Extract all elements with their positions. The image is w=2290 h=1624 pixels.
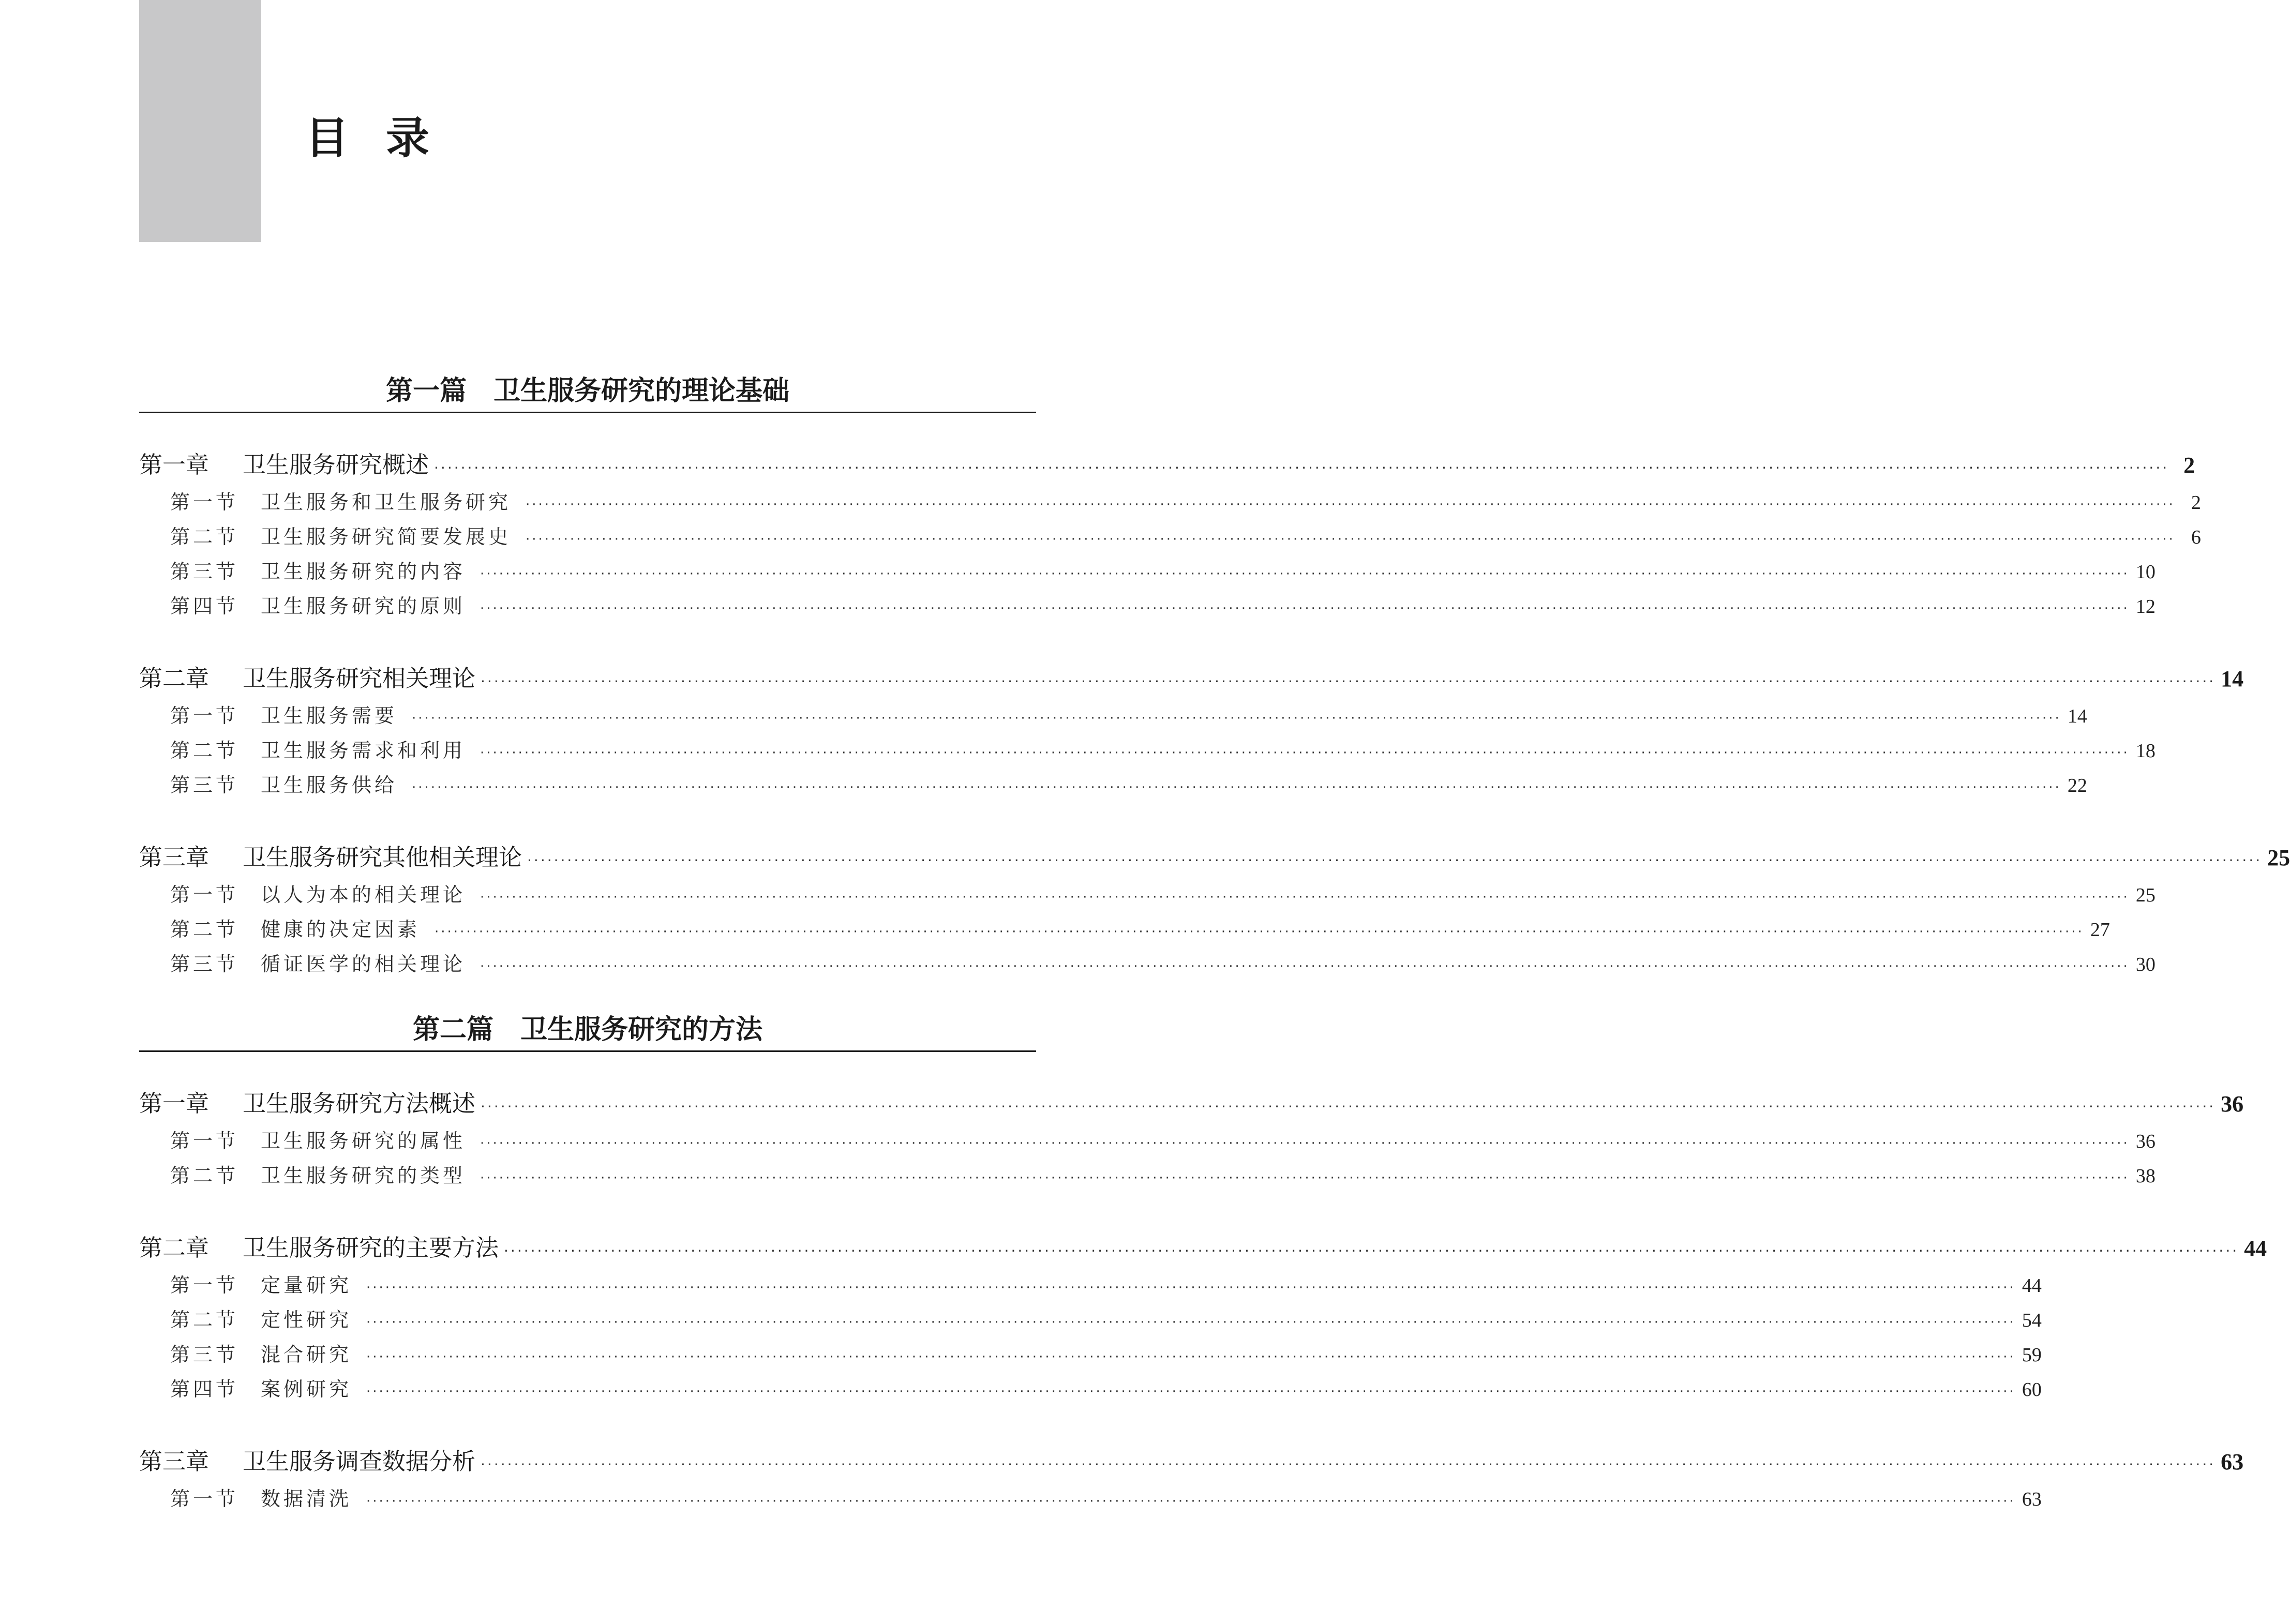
- section-number: 第二节: [170, 1309, 239, 1331]
- chapter-entry[interactable]: [139, 1085, 2244, 1118]
- section-label: [170, 486, 511, 515]
- chapter-label: [139, 838, 522, 872]
- section-title: 卫生服务需要: [261, 704, 398, 727]
- dot-leader: ····································································································································································································································································: [481, 1456, 2216, 1473]
- chapter-title: 卫生服务研究相关理论: [243, 665, 476, 692]
- dot-leader: ····································································································································································································································································: [480, 601, 2130, 616]
- page-number: 12: [2135, 596, 2156, 618]
- dot-leader: ····································································································································································································································································: [526, 497, 2175, 513]
- section-title: 卫生服务研究简要发展史: [261, 525, 512, 548]
- section-number: 第四节: [170, 595, 239, 618]
- section-number: 第四节: [170, 1378, 239, 1401]
- section-label: [170, 555, 466, 584]
- page-number: 63: [2221, 1449, 2244, 1475]
- section-entry[interactable]: [139, 769, 2087, 798]
- section-number: 第一节: [170, 491, 239, 514]
- dot-leader: ····································································································································································································································································: [435, 924, 2084, 940]
- section-number: 第三节: [170, 774, 239, 796]
- section-number: 第一节: [170, 1274, 239, 1297]
- chapter-entry[interactable]: [139, 1229, 2267, 1262]
- section-label: [170, 948, 466, 976]
- section-title: 卫生服务研究的属性: [261, 1130, 466, 1152]
- dot-leader: ····································································································································································································································································: [480, 745, 2130, 761]
- section-label: [170, 879, 466, 907]
- section-number: 第三节: [170, 1343, 239, 1366]
- chapter-label: [139, 1442, 475, 1476]
- section-entry[interactable]: [139, 486, 2201, 515]
- chapter-title: 卫生服务研究概述: [243, 451, 429, 478]
- section-label: [170, 700, 397, 728]
- page-number: 27: [2090, 919, 2110, 941]
- dot-leader: ····································································································································································································································································: [480, 1170, 2130, 1186]
- section-entry[interactable]: [139, 948, 2156, 976]
- section-title: 卫生服务供给: [261, 774, 398, 796]
- chapter-number: 第一章: [139, 1090, 209, 1117]
- chapter-entry[interactable]: [139, 1442, 2244, 1476]
- page-number: 14: [2067, 705, 2087, 727]
- section-number: 第三节: [170, 560, 239, 583]
- chapter-number: 第三章: [139, 1448, 209, 1475]
- dot-leader: ····································································································································································································································································: [480, 1136, 2130, 1151]
- chapter-label: [139, 1229, 499, 1262]
- section-entry[interactable]: [139, 521, 2201, 549]
- section-title: 卫生服务和卫生服务研究: [261, 491, 512, 514]
- dot-leader: ····································································································································································································································································: [366, 1384, 2016, 1400]
- dot-leader: ····································································································································································································································································: [434, 459, 2169, 476]
- section-title: 定量研究: [261, 1274, 352, 1297]
- page-number: 60: [2022, 1379, 2042, 1401]
- chapter-number: 第三章: [139, 844, 209, 871]
- page-number: 63: [2022, 1488, 2042, 1510]
- section-title: 循证医学的相关理论: [261, 953, 466, 975]
- chapter-number: 第二章: [139, 1234, 209, 1261]
- page-number: 30: [2135, 954, 2156, 975]
- page-number: 18: [2135, 740, 2156, 762]
- part-heading: 第一篇 卫生服务研究的理论基础: [385, 375, 789, 407]
- page-number: 38: [2135, 1165, 2156, 1187]
- page-number: 14: [2221, 666, 2244, 691]
- section-entry[interactable]: [139, 590, 2156, 619]
- section-entry[interactable]: [139, 1269, 2042, 1298]
- page-title: 目录: [305, 113, 467, 163]
- section-number: 第二节: [170, 1164, 239, 1187]
- dot-leader: ····································································································································································································································································: [481, 1098, 2216, 1115]
- section-label: [170, 769, 397, 798]
- dot-leader: ····································································································································································································································································: [480, 890, 2130, 905]
- section-entry[interactable]: [139, 1304, 2042, 1332]
- dot-leader: ····································································································································································································································································: [366, 1280, 2016, 1296]
- section-entry[interactable]: [139, 1125, 2156, 1153]
- dot-leader: ····································································································································································································································································: [526, 532, 2175, 547]
- chapter-entry[interactable]: [139, 659, 2244, 693]
- page-number: 25: [2267, 845, 2290, 870]
- section-label: [170, 1160, 466, 1188]
- section-label: [170, 1339, 352, 1367]
- section-title: 以人为本的相关理论: [261, 883, 466, 906]
- section-entry[interactable]: [139, 1483, 2042, 1511]
- section-label: [170, 734, 466, 763]
- section-title: 数据清洗: [261, 1487, 352, 1510]
- section-entry[interactable]: [139, 913, 2110, 942]
- section-title: 定性研究: [261, 1309, 352, 1331]
- page-number: 54: [2022, 1310, 2042, 1331]
- page-number: 44: [2244, 1236, 2267, 1261]
- section-title: 卫生服务研究的类型: [261, 1164, 466, 1187]
- section-title: 卫生服务研究的原则: [261, 595, 466, 618]
- section-number: 第二节: [170, 525, 239, 548]
- page-number: 36: [2135, 1131, 2156, 1152]
- section-entry[interactable]: [139, 1160, 2156, 1188]
- dot-leader: ····································································································································································································································································: [366, 1494, 2016, 1509]
- page-number: 25: [2135, 884, 2156, 906]
- section-label: [170, 1483, 352, 1511]
- section-number: 第一节: [170, 704, 239, 727]
- section-title: 案例研究: [261, 1378, 352, 1401]
- dot-leader: ····································································································································································································································································: [480, 566, 2130, 582]
- section-title: 卫生服务需求和利用: [261, 739, 466, 762]
- dot-leader: ····································································································································································································································································: [412, 780, 2061, 795]
- section-label: [170, 521, 511, 549]
- dot-leader: ····································································································································································································································································: [366, 1315, 2016, 1330]
- section-number: 第一节: [170, 883, 239, 906]
- section-label: [170, 1125, 466, 1153]
- part-rule: [139, 412, 1036, 413]
- dot-leader: ····································································································································································································································································: [527, 852, 2263, 869]
- page-number: 36: [2221, 1091, 2244, 1117]
- part-rule: [139, 1050, 1036, 1052]
- chapter-number: 第二章: [139, 665, 209, 692]
- page-number: 2: [2183, 453, 2195, 478]
- page-number: 59: [2022, 1344, 2042, 1366]
- section-label: [170, 590, 466, 619]
- section-number: 第一节: [170, 1487, 239, 1510]
- chapter-label: [139, 446, 429, 479]
- section-title: 健康的决定因素: [261, 918, 421, 941]
- dot-leader: ····································································································································································································································································: [504, 1242, 2239, 1259]
- section-number: 第二节: [170, 918, 239, 941]
- dot-leader: ····································································································································································································································································: [412, 711, 2061, 726]
- page-number: 6: [2191, 527, 2201, 548]
- section-label: [170, 1269, 352, 1298]
- part-heading: 第二篇 卫生服务研究的方法: [412, 1014, 762, 1045]
- page-number: 2: [2191, 492, 2201, 514]
- chapter-title: 卫生服务研究的主要方法: [243, 1234, 499, 1261]
- section-number: 第三节: [170, 953, 239, 975]
- section-label: [170, 913, 420, 942]
- section-title: 卫生服务研究的内容: [261, 560, 466, 583]
- chapter-title: 卫生服务调查数据分析: [243, 1448, 476, 1475]
- dot-leader: ····································································································································································································································································: [481, 673, 2216, 690]
- section-entry[interactable]: [139, 700, 2087, 728]
- chapter-number: 第一章: [139, 451, 209, 478]
- page-number: 44: [2022, 1275, 2042, 1297]
- section-title: 混合研究: [261, 1343, 352, 1366]
- section-label: [170, 1373, 352, 1402]
- section-entry[interactable]: [139, 1339, 2042, 1367]
- chapter-title: 卫生服务研究其他相关理论: [243, 844, 522, 871]
- corner-tab: [139, 0, 261, 242]
- chapter-entry[interactable]: [139, 838, 2290, 872]
- chapter-title: 卫生服务研究方法概述: [243, 1090, 476, 1117]
- page-number: 10: [2135, 561, 2156, 583]
- chapter-entry[interactable]: [139, 446, 2195, 479]
- section-entry[interactable]: [139, 879, 2156, 907]
- chapter-label: [139, 1085, 475, 1118]
- section-number: 第二节: [170, 739, 239, 762]
- dot-leader: ····································································································································································································································································: [480, 959, 2130, 974]
- section-entry[interactable]: [139, 1373, 2042, 1402]
- section-entry[interactable]: [139, 734, 2156, 763]
- chapter-label: [139, 659, 475, 693]
- page-number: 22: [2067, 775, 2087, 796]
- dot-leader: ····································································································································································································································································: [366, 1349, 2016, 1365]
- section-number: 第一节: [170, 1130, 239, 1152]
- section-entry[interactable]: [139, 555, 2156, 584]
- section-label: [170, 1304, 352, 1332]
